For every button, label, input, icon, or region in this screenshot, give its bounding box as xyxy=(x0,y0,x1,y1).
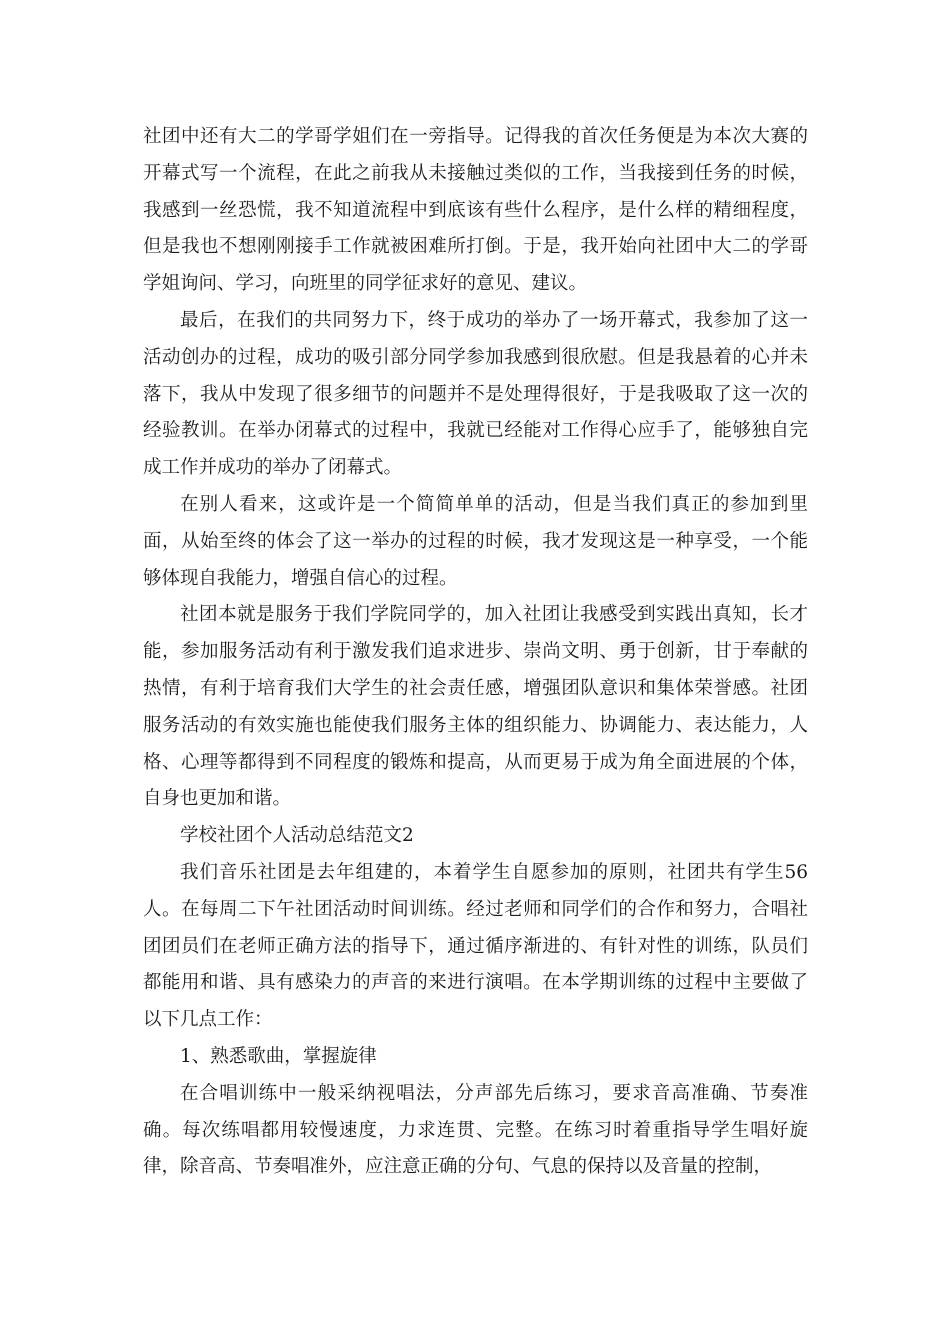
paragraph-2: 最后，在我们的共同努力下，终于成功的举办了一场开幕式，我参加了这一活动创办的过程，成功的吸引部分同学参加我感到很欣慰。但是我悬着的心并未落下，我从中发现了很多细节的问题并不是处理得很好，于是我吸取了这一次的经验教训。在举办闭幕式的过程中，我就已经能对工作得心应手了，能够独自完成工作并成功的举办了闭幕式。 xyxy=(143,309,808,479)
paragraph-8: 在合唱训练中一般采纳视唱法，分声部先后练习，要求音高准确、节奏准确。每次练唱都用较慢速度，力求连贯、完整。在练习时着重指导学生唱好旋律，除音高、节奏唱准外，应注意正确的分句、气息的保持以及音量的控制， xyxy=(143,1082,808,1178)
paragraph-4: 社团本就是服务于我们学院同学的，加入社团让我感受到实践出真知，长才能，参加服务活动有利于激发我们追求进步、崇尚文明、勇于创新，甘于奉献的热情，有利于培育我们大学生的社会责任感，增强团队意识和集体荣誉感。社团服务活动的有效实施也能使我们服务主体的组织能力、协调能力、表达能力，人格、心理等都得到不同程度的锻炼和提高，从而更易于成为角全面进展的个体，自身也更加和谐。 xyxy=(143,604,808,810)
document-body xyxy=(143,119,808,1186)
paragraph-3: 在别人看来，这或许是一个简简单单的活动，但是当我们真正的参加到里面，从始至终的体会了这一举办的过程的时候，我才发现这是一种享受，一个能够体现自我能力，增强自信心的过程。 xyxy=(143,493,808,589)
paragraph-1: 社团中还有大二的学哥学姐们在一旁指导。记得我的首次任务便是为本次大赛的开幕式写一个流程，在此之前我从未接触过类似的工作，当我接到任务的时候，我感到一丝恐慌，我不知道流程中到底该有些什么程序，是什么样的精细程度，但是我也不想刚刚接手工作就被困难所打倒。于是，我开始向社团中大二的学哥学姐询问、学习，向班里的同学征求好的意见、建议。 xyxy=(143,126,808,295)
subheading-1: 1、熟悉歌曲，掌握旋律 xyxy=(180,1045,377,1067)
section-heading: 学校社团个人活动总结范文2 xyxy=(180,825,414,847)
paragraph-6: 我们音乐社团是去年组建的，本着学生自愿参加的原则，社团共有学生56人。在每周二下午社团活动时间训练。经过老师和同学们的合作和努力，合唱社团团员们在老师正确方法的指导下，通过循序渐进的、有针对性的训练，队员们都能用和谐、具有感染力的声音的来进行演唱。在本学期训练的过程中主要做了以下几点工作： xyxy=(143,861,808,1031)
